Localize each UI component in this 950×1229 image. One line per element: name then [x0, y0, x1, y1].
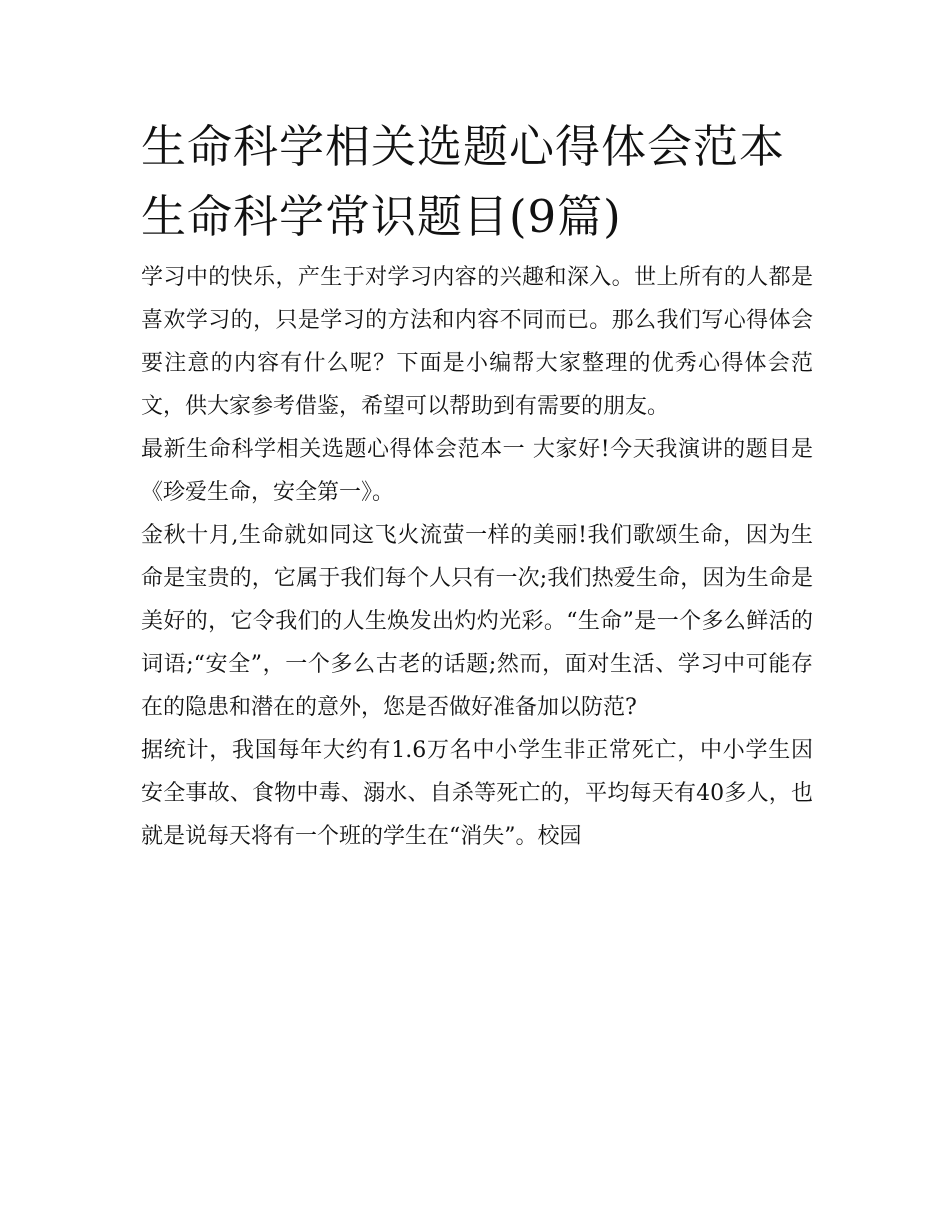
paragraph-statistics: 据统计，我国每年大约有1.6万名中小学生非正常死亡，中小学生因安全事故、食物中毒、溺水、自杀等死亡的，平均每天有40多人，也就是说每天将有一个班的学生在“消失”。校园: [141, 738, 813, 849]
document-body: [141, 112, 813, 858]
paragraph-life-safety: 金秋十月,生命就如同这飞火流萤一样的美丽!我们歌颂生命，因为生命是宝贵的，它属于我们每个人只有一次;我们热爱生命，因为生命是美好的，它令我们的人生焕发出灼灼光彩。“生命”是一个多么鲜活的词语;“安全”，一个多么古老的话题;然而，面对生活、学习中可能存在的隐患和潜在的意外，您是否做好准备加以防范?: [141, 523, 813, 720]
paragraph-intro: 学习中的快乐，产生于对学习内容的兴趣和深入。世上所有的人都是喜欢学习的，只是学习的方法和内容不同而已。那么我们写心得体会要注意的内容有什么呢？下面是小编帮大家整理的优秀心得体会范文，供大家参考借鉴，希望可以帮助到有需要的朋友。: [141, 265, 813, 419]
paragraph-speech-opening: 最新生命科学相关选题心得体会范本一 大家好!今天我演讲的题目是《珍爱生命，安全第一》。: [141, 437, 813, 505]
document-title: 生命科学相关选题心得体会范本 生命科学常识题目(9篇): [141, 120, 786, 243]
